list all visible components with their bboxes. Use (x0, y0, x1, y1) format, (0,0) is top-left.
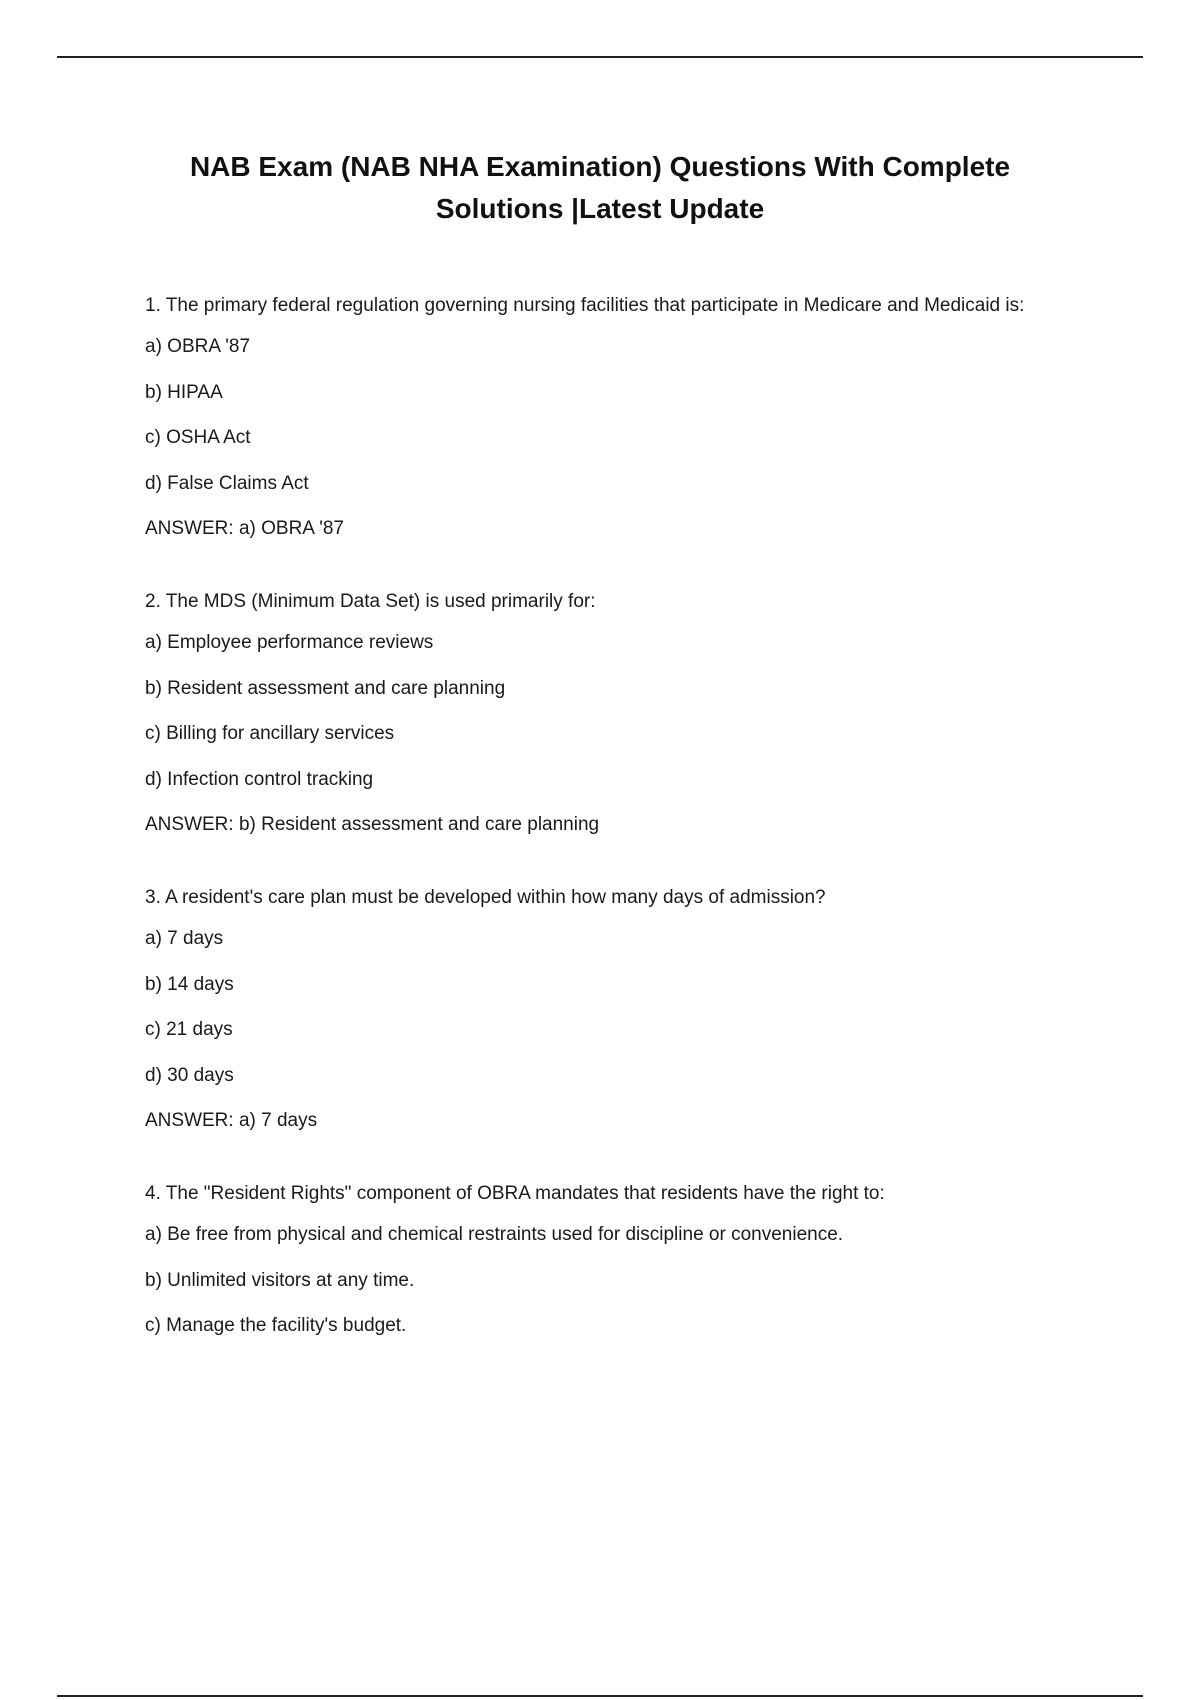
question-1 (145, 292, 1085, 540)
option-a: a) Employee performance reviews (145, 632, 434, 653)
question-text: 4. The "Resident Rights" component of OBRA mandates that residents have the right to: (145, 1183, 885, 1204)
option-d: d) Infection control tracking (145, 768, 374, 790)
question-2 (145, 588, 1085, 836)
option-d: d) False Claims Act (145, 472, 309, 494)
option-a: a) Be free from physical and chemical restraints used for discipline or convenience. (145, 1224, 844, 1245)
title-line-2: Solutions |Latest Update (435, 193, 765, 224)
question-3 (145, 884, 1085, 1132)
title-line-1: NAB Exam (NAB NHA Examination) Questions With Complete (189, 151, 1011, 182)
option-b: b) 14 days (145, 973, 234, 995)
option-a: a) 7 days (145, 928, 224, 949)
document-title (150, 146, 1050, 230)
question-4 (145, 1180, 1085, 1337)
answer-line: ANSWER: a) OBRA '87 (145, 518, 344, 539)
option-c: c) Manage the facility's budget. (145, 1315, 407, 1336)
option-c: c) Billing for ancillary services (145, 723, 395, 744)
option-d: d) 30 days (145, 1064, 234, 1086)
option-a: a) OBRA '87 (145, 336, 251, 357)
question-text: 3. A resident's care plan must be developed within how many days of admission? (145, 887, 826, 908)
footer-rule (57, 1695, 1143, 1697)
header-rule (57, 56, 1143, 58)
option-c: c) OSHA Act (145, 427, 251, 448)
option-b: b) Unlimited visitors at any time. (145, 1269, 415, 1291)
question-text: 1. The primary federal regulation governing nursing facilities that participate in Medicare and Medicaid is: (145, 295, 1025, 316)
question-list (145, 292, 1085, 1385)
option-c: c) 21 days (145, 1019, 233, 1040)
option-b: b) Resident assessment and care planning (145, 677, 506, 699)
question-text: 2. The MDS (Minimum Data Set) is used primarily for: (145, 591, 596, 612)
answer-line: ANSWER: b) Resident assessment and care planning (145, 814, 600, 835)
option-b: b) HIPAA (145, 381, 223, 403)
answer-line: ANSWER: a) 7 days (145, 1110, 318, 1131)
